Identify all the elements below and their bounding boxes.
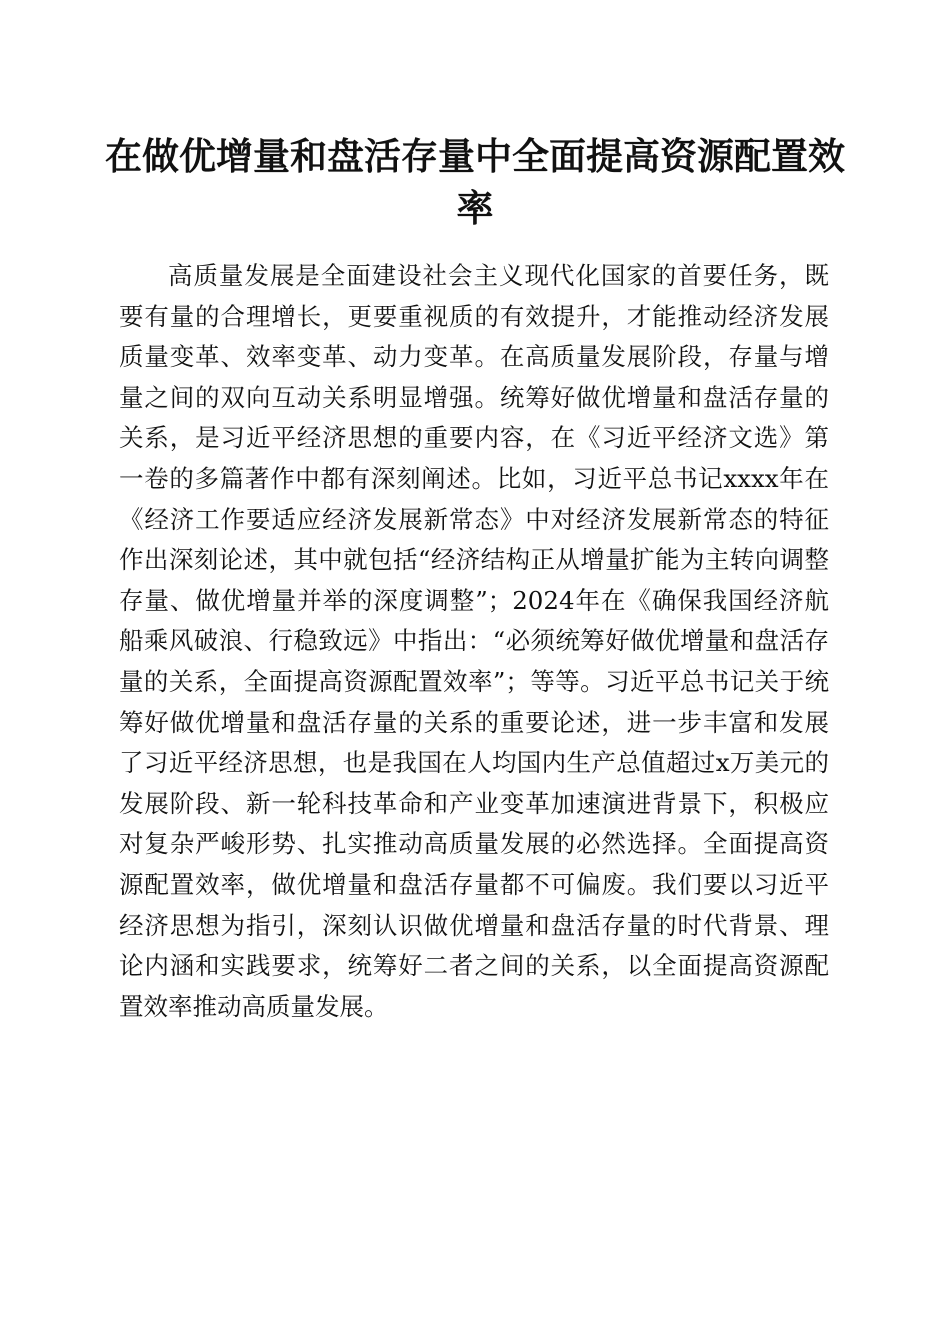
document-title: 在做优增量和盘活存量中全面提高资源配置效率: [105, 134, 845, 230]
body-paragraph: 高质量发展是全面建设社会主义现代化国家的首要任务，既要有量的合理增长，更要重视质的有效提升，才能推动经济发展质量变革、效率变革、动力变革。在高质量发展阶段，存量与增量之间的双向互动关系明显增强。统筹好做优增量和盘活存量的关系，是习近平经济思想的重要内容，在《习近平经济文选》第一卷的多篇著作中都有深刻阐述。比如，习近平总书记xxxx年在《经济工作要适应经济发展新常态》中对经济发展新常态的特征作出深刻论述，其中就包括“经济结构正从增量扩能为主转向调整存量、做优增量并举的深度调整”；2024年在《确保我国经济航船乘风破浪、行稳致远》中指出：“必须统筹好做优增量和盘活存量的关系，全面提高资源配置效率”；等等。习近平总书记关于统筹好做优增量和盘活存量的关系的重要论述，进一步丰富和发展了习近平经济思想，也是我国在人均国内生产总值超过x万美元的发展阶段、新一轮科技革命和产业变革加速演进背景下，积极应对复杂严峻形势、扎实推动高质量发展的必然选择。全面提高资源配置效率，做优增量和盘活存量都不可偏废。我们要以习近平经济思想为指引，深刻认识做优增量和盘活存量的时代背景、理论内涵和实践要求，统筹好二者之间的关系，以全面提高资源配置效率推动高质量发展。: [119, 261, 829, 1021]
